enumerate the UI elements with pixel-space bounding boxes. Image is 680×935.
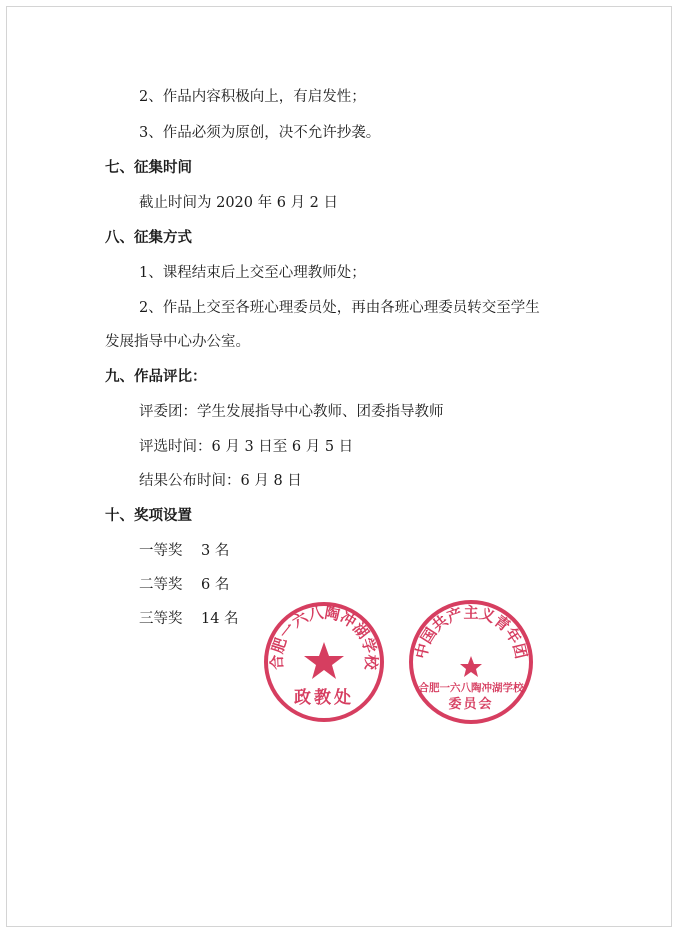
youth-league-seal xyxy=(407,598,535,726)
political-office-seal xyxy=(262,600,386,724)
judging-time-line: 评选时间：6 月 3 日至 6 月 5 日 xyxy=(139,439,354,455)
section-7-heading: 七、征集时间 xyxy=(105,160,192,176)
requirement-3: 3、作品必须为原创，决不允许抄袭。 xyxy=(139,125,381,141)
award-count: 14 名 xyxy=(201,611,239,627)
award-count: 3 名 xyxy=(201,543,230,559)
result-time-line: 结果公布时间：6 月 8 日 xyxy=(139,473,302,489)
section-10-heading: 十、奖项设置 xyxy=(105,508,192,524)
award-name: 一等奖 xyxy=(139,543,183,559)
star-icon xyxy=(304,642,344,679)
seal-inner-text: 合肥一六八陶冲湖学校 xyxy=(418,682,524,694)
award-row xyxy=(139,610,239,628)
seal-graphic xyxy=(407,598,535,726)
award-row xyxy=(139,576,229,594)
seal-bottom-text: 政教处 xyxy=(294,688,354,708)
seal-arc-text: 中国共产主义青年团 xyxy=(411,603,531,661)
award-name: 三等奖 xyxy=(139,611,183,627)
award-count: 6 名 xyxy=(201,577,230,593)
star-icon xyxy=(460,656,482,677)
requirement-2: 2、作品内容积极向上，有启发性； xyxy=(139,89,366,105)
collection-method-2-line-1: 2、作品上交至各班心理委员处，再由各班心理委员转交至学生 xyxy=(139,300,540,316)
collection-method-1: 1、课程结束后上交至心理教师处； xyxy=(139,265,366,281)
svg-text:中国共产主义青年团 xyxy=(412,604,530,661)
award-name: 二等奖 xyxy=(139,577,183,593)
seal-bottom-text: 委员会 xyxy=(448,697,494,712)
collection-method-2-line-2: 发展指导中心办公室。 xyxy=(105,334,250,350)
award-row xyxy=(139,542,229,560)
jury-line: 评委团：学生发展指导中心教师、团委指导教师 xyxy=(139,404,444,420)
collection-deadline: 截止时间为 2020 年 6 月 2 日 xyxy=(139,195,339,211)
seal-graphic xyxy=(262,600,386,724)
section-8-heading: 八、征集方式 xyxy=(105,230,192,246)
section-9-heading: 九、作品评比： xyxy=(105,369,207,385)
seal-arc-text: 合肥一六八陶冲湖学校 xyxy=(267,603,381,671)
